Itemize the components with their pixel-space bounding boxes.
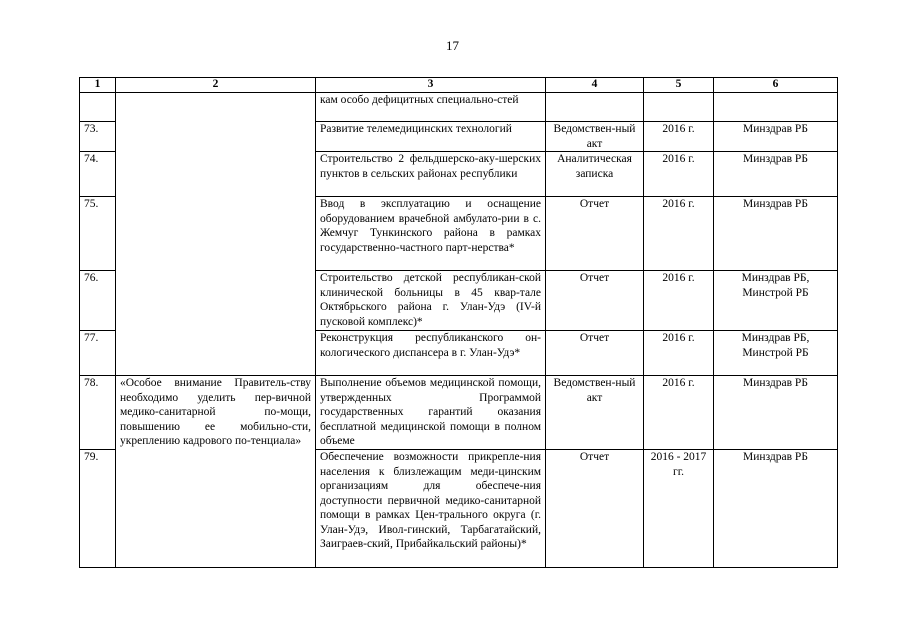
cell-measure: Реконструкция республиканского он-кологического диспансера в г. Улан-Удэ* (316, 331, 546, 376)
column-header-5: 5 (644, 78, 714, 93)
cell-term: 2016 г. (644, 152, 714, 197)
cell-responsible: Минздрав РБ, Минстрой РБ (714, 331, 838, 376)
cell-measure: Строительство детской республикан-ской клинической больницы в 45 квар-тале Октябрьского района г. Улан-Удэ (IV-й пусковой комплекс)* (316, 271, 546, 331)
cell-doc: Ведомствен-ный акт (546, 376, 644, 450)
cell-num: 75. (80, 197, 116, 271)
cell-doc: Отчет (546, 271, 644, 331)
cell-directive-empty (116, 93, 316, 376)
cell-num: 74. (80, 152, 116, 197)
cell-responsible: Минздрав РБ (714, 376, 838, 450)
cell-term (644, 93, 714, 122)
cell-num: 73. (80, 122, 116, 152)
cell-responsible: Минздрав РБ (714, 197, 838, 271)
cell-term: 2016 г. (644, 122, 714, 152)
cell-doc (546, 93, 644, 122)
cell-term: 2016 г. (644, 271, 714, 331)
cell-responsible: Минздрав РБ, Минстрой РБ (714, 271, 838, 331)
cell-measure: кам особо дефицитных специально-стей (316, 93, 546, 122)
page-number: 17 (446, 38, 459, 53)
cell-doc: Ведомствен-ный акт (546, 122, 644, 152)
cell-term: 2016 - 2017 гг. (644, 450, 714, 568)
cell-measure: Ввод в эксплуатацию и оснащение оборудованием врачебной амбулато-рии в с. Жемчуг Тункинского района в рамках государственно-частного парт-нерства* (316, 197, 546, 271)
cell-measure: Строительство 2 фельдшерско-аку-шерских пунктов в сельских районах республики (316, 152, 546, 197)
cell-measure: Развитие телемедицинских технологий (316, 122, 546, 152)
table-row-continuation (80, 93, 838, 122)
cell-responsible: Минздрав РБ (714, 152, 838, 197)
cell-num: 76. (80, 271, 116, 331)
column-header-1: 1 (80, 78, 116, 93)
column-header-3: 3 (316, 78, 546, 93)
table-row (80, 376, 838, 450)
column-header-6: 6 (714, 78, 838, 93)
cell-measure: Обеспечение возможности прикрепле-ния населения к близлежащим меди-цинским организациям для обеспече-ния доступности первичной медико-санитарной помощи в рамках Цен-трального округа (г. Улан-Удэ, Ивол-гинский, Тарбагатайский, Заиграев-ский, Прибайкальский районы)* (316, 450, 546, 568)
cell-responsible: Минздрав РБ (714, 122, 838, 152)
measures-table (79, 77, 838, 568)
cell-responsible: Минздрав РБ (714, 450, 838, 568)
cell-responsible (714, 93, 838, 122)
cell-num (80, 93, 116, 122)
header-row (80, 78, 838, 93)
cell-num: 78. (80, 376, 116, 450)
cell-directive: «Особое внимание Правитель-ству необходимо уделить пер-вичной медико-санитарной по-мощи, повышению ее мобильно-сти, укреплению кадрового по-тенциала» (116, 376, 316, 568)
column-header-2: 2 (116, 78, 316, 93)
cell-term: 2016 г. (644, 376, 714, 450)
cell-num: 79. (80, 450, 116, 568)
column-header-4: 4 (546, 78, 644, 93)
cell-doc: Аналитическая записка (546, 152, 644, 197)
cell-doc: Отчет (546, 450, 644, 568)
cell-num: 77. (80, 331, 116, 376)
cell-term: 2016 г. (644, 331, 714, 376)
cell-measure: Выполнение объемов медицинской помощи, утвержденных Программой государственных гарантий оказания бесплатной медицинской помощи в полном объеме (316, 376, 546, 450)
cell-term: 2016 г. (644, 197, 714, 271)
cell-doc: Отчет (546, 331, 644, 376)
cell-doc: Отчет (546, 197, 644, 271)
